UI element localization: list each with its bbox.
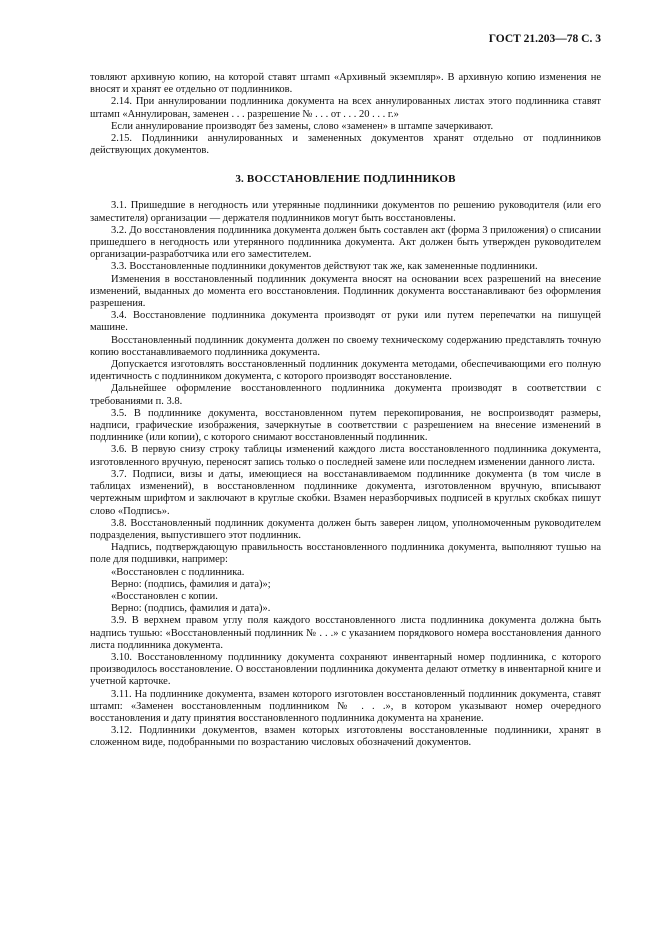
paragraph-3-3: 3.3. Восстановленные подлинники документов действуют так же, как замененные подлинники. <box>111 261 538 273</box>
paragraph-3-1: 3.1. Пришедшие в негодность или утерянные подлинники документов по решению руководителя (или его заместителя) организации — держателя подлинников могут быть восстановлены. <box>90 200 601 224</box>
paragraph-3-8-inscription: Надпись, подтверждающую правильность восстановленного подлинника документа, выполняют тушью на поле для подшивки, например: <box>90 542 601 566</box>
paragraph-2-14: 2.14. При аннулировании подлинника документа на всех аннулированных листах этого подлинника ставят штамп «Аннулирован, заменен . . . разрешение № . . . от . . . 20 . . . г.» <box>90 96 601 120</box>
paragraph-3-9: 3.9. В верхнем правом углу поля каждого восстановленного листа подлинника документа должна быть надпись тушью: «Восстановленный подлинник № . . .» с указанием порядкового номера восстановления данного листа подлинника документа. <box>90 615 601 651</box>
page-header: ГОСТ 21.203—78 С. 3 <box>488 33 601 45</box>
paragraph-3-3-changes: Изменения в восстановленный подлинник документа вносят на основании всех разрешений на внесение изменений, выданных до момента его восстановления. Подлинник документа восстанавливают без оформления разрешения. <box>90 273 601 310</box>
example-line-1: «Восстановлен с подлинника. <box>111 566 245 578</box>
paragraph-3-2: 3.2. До восстановления подлинника документа должен быть составлен акт (форма 3 приложения) о списании пришедшего в негодность или утерянного подлинника документа. Акт должен быть утвержден руководителем организации-разработчика или его заместителем. <box>90 224 601 261</box>
paragraph-3-4-further: Дальнейшее оформление восстановленного подлинника документа производят в соответствии с требованиями п. 3.8. <box>90 383 601 407</box>
paragraph-3-7: 3.7. Подписи, визы и даты, имеющиеся на восстанавливаемом подлиннике документа (в том числе в таблицах изменений), в восстановленном подлиннике документа, изготовленном вручную, вписывают чертежным шрифтом и заключают в круглые скобки. Взамен неразборчивых подписей в круглых скобках пишут слово «Подпись». <box>90 468 601 517</box>
paragraph-3-8: 3.8. Восстановленный подлинник документа должен быть заверен лицом, уполномоченным руководителем подразделения, выпустившего этот подлинник. <box>90 517 601 541</box>
example-line-4: Верно: (подпись, фамилия и дата)». <box>111 603 271 615</box>
paragraph-3-10: 3.10. Восстановленному подлиннику документа сохраняют инвентарный номер подлинника, с которого производилось восстановление. О восстановлении подлинника документа делают отметку в инвентарной книге и учетной карточке. <box>90 651 601 688</box>
document-page <box>90 32 601 750</box>
paragraph-3-12: 3.12. Подлинники документов, взамен которых изготовлены восстановленные подлинники, хранят в сложенном виде, подобранными по возрастанию числовых обозначений документов. <box>90 725 601 749</box>
paragraph-2-14-note: Если аннулирование производят без замены, слово «заменен» в штампе зачеркивают. <box>111 120 494 132</box>
section-3-body <box>90 200 601 749</box>
paragraph-3-4: 3.4. Восстановление подлинника документа производят от руки или путем перепечатки на пишущей машине. <box>90 310 601 334</box>
paragraph-3-11: 3.11. На подлиннике документа, взамен которого изготовлен восстановленный подлинник документа, ставят штамп: «Заменен восстановленным подлинником № . . .», в котором указывают номер очередного восстановления и дату принятия восстановленного подлинника документа на хранение. <box>90 688 601 724</box>
paragraph-3-4-content: Восстановленный подлинник документа должен по своему техническому содержанию представлять точную копию восстанавливаемого подлинника документа. <box>90 334 601 358</box>
example-line-3: «Восстановлен с копии. <box>111 590 218 602</box>
paragraph-2-15: 2.15. Подлинники аннулированных и замененных документов хранят отдельно от подлинников действующих документов. <box>90 133 601 157</box>
example-line-2: Верно: (подпись, фамилия и дата)»; <box>111 578 271 590</box>
top-section <box>90 72 601 157</box>
paragraph-3-5: 3.5. В подлиннике документа, восстановленном путем перекопирования, не воспроизводят размеры, надписи, графические изображения, зачеркнутые в соответствии с разрешением на внесение изменений в подлиннике (или копии), с которого снимают восстановленный подлинник. <box>90 407 601 444</box>
paragraph-3-4-methods: Допускается изготовлять восстановленный подлинник документа методами, обеспечивающими его полную идентичность с подлинником документа, с которого производят восстановление. <box>90 359 601 383</box>
paragraph-3-6: 3.6. В первую снизу строку таблицы изменений каждого листа восстановленного подлинника документа, изготовленного вручную, переносят запись только о последней замене или последнем изменении данного листа. <box>90 444 601 468</box>
paragraph-continuation: товляют архивную копию, на которой ставят штамп «Архивный экземпляр». В архивную копию изменения не вносят и хранят ее отдельно от подлинников. <box>90 72 601 96</box>
section-title: 3. ВОССТАНОВЛЕНИЕ ПОДЛИННИКОВ <box>235 173 456 186</box>
